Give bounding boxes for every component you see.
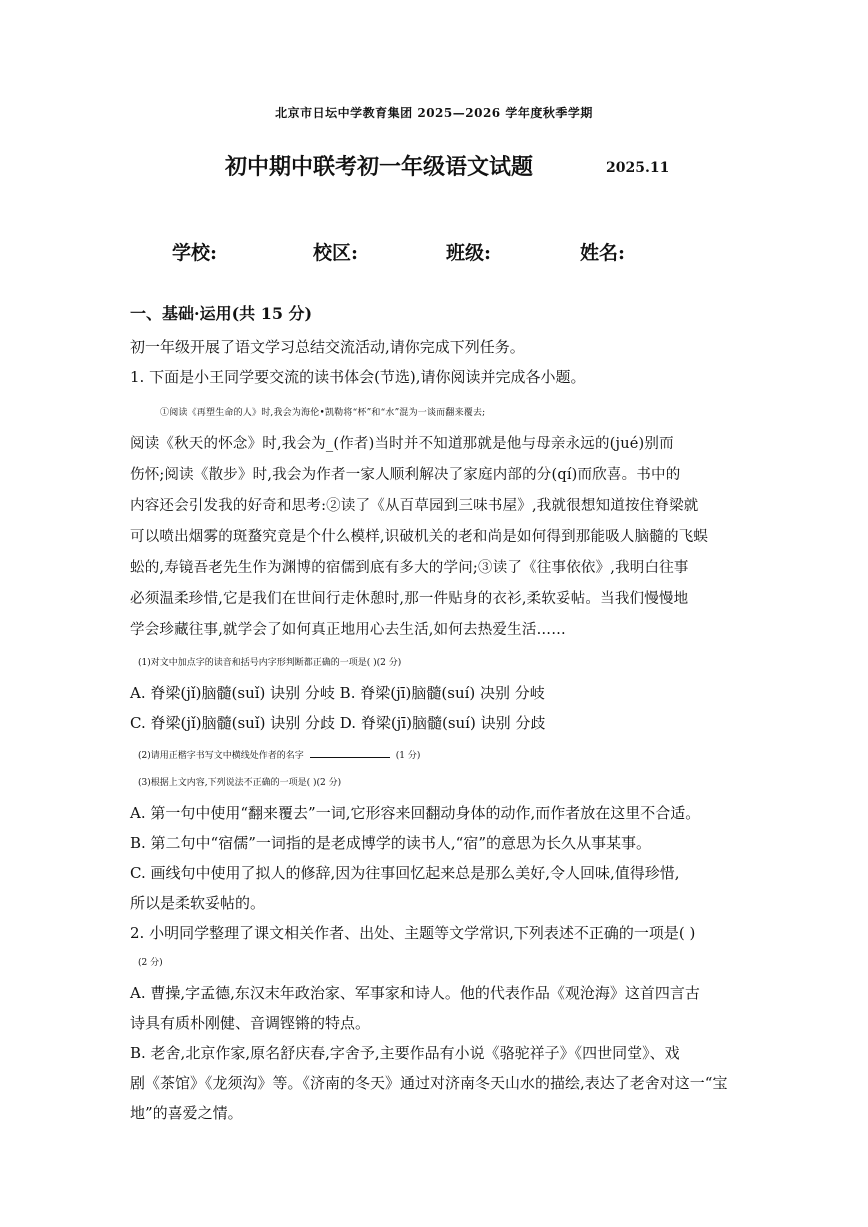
subquestion2-points: (1 分) bbox=[395, 751, 421, 761]
section1-heading: 一、基础·运用(共 15 分) bbox=[130, 304, 313, 323]
subquestion3-option: C. 画线句中使用了拟人的修辞,因为往事回忆起来总是那么美好,令人回味,值得珍惜, bbox=[130, 864, 680, 882]
question2-stem: 2. 小明同学整理了课文相关作者、出处、主题等文学常识,下列表述不正确的一项是( ) bbox=[130, 924, 696, 942]
question2-points: (2 分) bbox=[138, 958, 163, 968]
school-field-label: 学校: bbox=[172, 242, 218, 264]
question2-option-cont: 剧《茶馆》《龙须沟》等。《济南的冬天》通过对济南冬天山水的描绘,表达了老舍对这一“宝 bbox=[130, 1074, 728, 1092]
name-field-label: 姓名: bbox=[580, 242, 626, 264]
passage-line: 学会珍藏往事,就学会了如何真正地用心去生活,如何去热爱生活…… bbox=[130, 622, 566, 638]
question2-option-cont: 诗具有质朴刚健、音调铿锵的特点。 bbox=[130, 1014, 371, 1032]
passage-line: 内容还会引发我的好奇和思考:②读了《从百草园到三味书屋》,我就很想知道按住脊梁就 bbox=[130, 498, 699, 514]
subquestion1-option: C. 脊梁(jǐ)脑髓(suǐ) 诀别 分歧 D. 脊梁(jī)脑髓(suí) 诀别 分歧 bbox=[130, 714, 546, 732]
question2-option-cont: 地”的喜爱之情。 bbox=[130, 1104, 243, 1122]
subquestion3-option: A. 第一句中使用“翻来覆去”一词,它形容来回翻动身体的动作,而作者放在这里不合适。 bbox=[130, 804, 701, 822]
subquestion1-stem: (1)对文中加点字的读音和括号内字形判断都正确的一项是( )(2 分) bbox=[138, 658, 402, 668]
exam-title-line1: 北京市日坛中学教育集团 2025—2026 学年度秋季学期 bbox=[275, 106, 593, 120]
passage-line: 伤怀;阅读《散步》时,我会为作者一家人顺利解决了家庭内部的分(qí)而欣喜。书中的 bbox=[130, 467, 681, 483]
question2-option: A. 曹操,字孟德,东汉末年政治家、军事家和诗人。他的代表作品《观沧海》这首四言古 bbox=[130, 984, 700, 1002]
passage-line: 阅读《秋天的怀念》时,我会为_(作者)当时并不知道那就是他与母亲永远的(jué)别而 bbox=[130, 436, 674, 452]
passage-line: 可以喷出烟雾的斑蝥究竟是个什么模样,识破机关的老和尚是如何得到那能吸人脑髓的飞蜈 bbox=[130, 529, 709, 545]
exam-date: 2025.11 bbox=[606, 160, 670, 176]
answer-blank bbox=[310, 743, 390, 758]
question2-option: B. 老舍,北京作家,原名舒庆春,字舍予,主要作品有小说《骆驼祥子》《四世同堂》、戏 bbox=[130, 1044, 680, 1062]
exam-title-line2: 初中期中联考初一年级语文试题 bbox=[225, 154, 534, 180]
subquestion2-line bbox=[138, 743, 748, 766]
passage-line: ①阅读《再塑生命的人》时,我会为海伦•凯勒将“杯”和“水”混为一谈而翻来覆去; bbox=[160, 408, 486, 418]
passage-line-underlined: 必须温柔珍惜,它是我们在世间行走休憩时,那一件贴身的衣衫,柔软妥帖。当我们慢慢地 bbox=[130, 591, 689, 607]
subquestion2-stem: (2)请用正楷字书写文中横线处作者的名字 bbox=[138, 751, 304, 761]
subquestion3-option-cont: 所以是柔软妥帖的。 bbox=[130, 894, 266, 912]
subquestion1-option: A. 脊梁(jǐ)脑髓(suǐ) 诀别 分岐 B. 脊梁(jī)脑髓(suí) 决别 分岐 bbox=[130, 684, 545, 702]
passage-line: 蚣的,寿镜吾老先生作为渊博的宿儒到底有多大的学问;③读了《往事依依》,我明白往事 bbox=[130, 560, 689, 576]
class-field-label: 班级: bbox=[446, 242, 492, 264]
subquestion3-option: B. 第二句中“宿儒”一词指的是老成博学的读书人,“宿”的意思为长久从事某事。 bbox=[130, 834, 652, 852]
campus-field-label: 校区: bbox=[313, 242, 359, 264]
subquestion3-stem: (3)根据上文内容,下列说法不正确的一项是( )(2 分) bbox=[138, 778, 342, 788]
section1-intro: 初一年级开展了语文学习总结交流活动,请你完成下列任务。 bbox=[130, 338, 525, 356]
question1-stem: 1. 下面是小王同学要交流的读书体会(节选),请你阅读并完成各小题。 bbox=[130, 368, 586, 386]
